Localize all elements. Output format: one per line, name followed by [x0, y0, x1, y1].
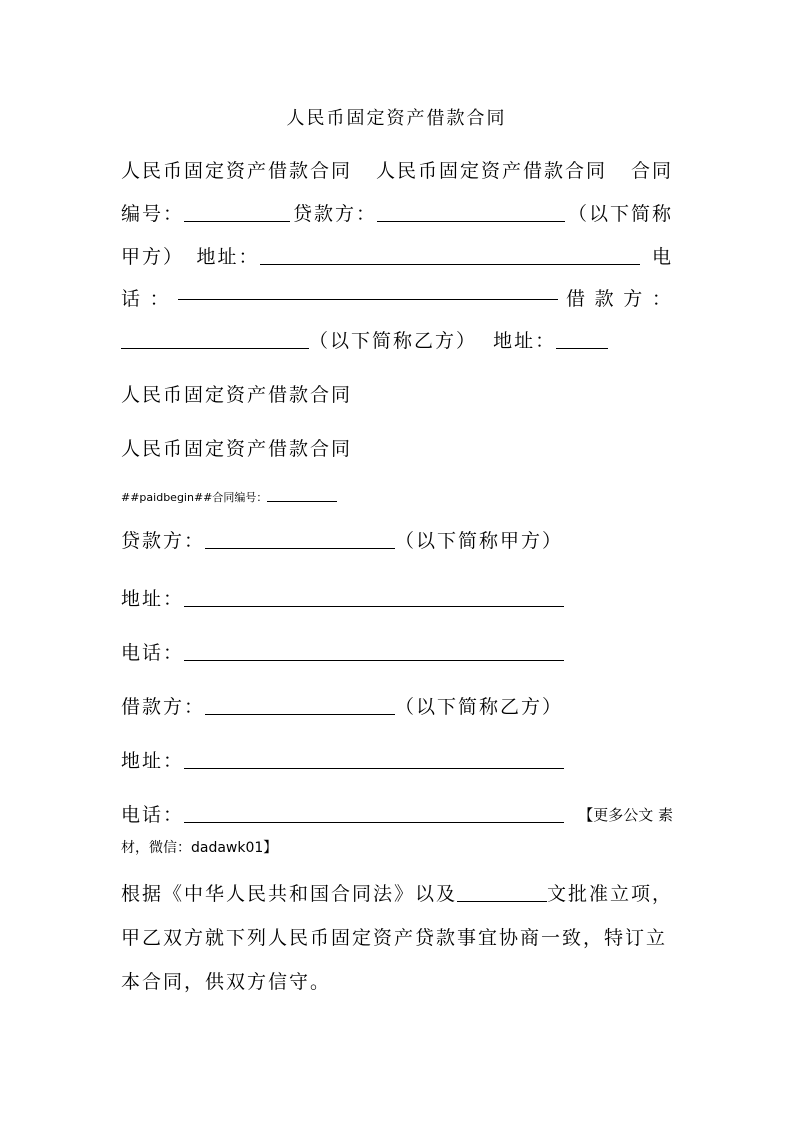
body-line-2: 甲乙双方就下列人民币固定资产贷款事宜协商一致，特订立	[121, 927, 668, 949]
body-paragraph	[121, 872, 681, 1004]
document-title: 人民币固定资产借款合同	[286, 108, 507, 129]
lender-field	[121, 526, 563, 556]
field-suffix: （以下简称乙方）	[395, 696, 564, 718]
header-text: 编号：	[121, 203, 185, 225]
contract-number-blank[interactable]	[184, 220, 290, 222]
contract-number-line	[121, 488, 337, 508]
header-text: 地址：	[493, 330, 557, 352]
repeat-heading-1: 人民币固定资产借款合同	[121, 384, 353, 406]
header-line-5	[121, 326, 608, 356]
lender-blank[interactable]	[205, 547, 395, 549]
field-label: 电话：	[121, 642, 185, 664]
address2-field	[121, 746, 564, 776]
body-text: 文批准立项，	[547, 883, 674, 905]
contract-number-label: ##paidbegin##合同编号：	[121, 491, 268, 504]
phone2-field	[121, 795, 673, 835]
borrower-field	[121, 692, 563, 722]
header-text: 款	[594, 288, 616, 310]
lender-phone-blank[interactable]	[178, 298, 558, 300]
header-text: （以下简称	[567, 203, 673, 225]
field-label: 贷款方：	[121, 530, 206, 552]
contract-number-small-blank[interactable]	[267, 500, 337, 502]
phone1-field	[121, 638, 564, 668]
field-label: 地址：	[121, 588, 185, 610]
promo-note: 【更多公文 素	[578, 806, 673, 824]
field-label: 借款方：	[121, 696, 206, 718]
field-label: 电话：	[121, 804, 185, 826]
header-text: 地址：	[196, 246, 260, 268]
phone2-blank[interactable]	[184, 821, 564, 823]
borrower-name-blank[interactable]	[121, 347, 309, 349]
header-text: 话	[121, 288, 143, 310]
header-line-2	[121, 193, 673, 235]
header-text: ：	[651, 288, 673, 310]
header-text: （以下简称乙方）	[309, 330, 478, 352]
phone1-blank[interactable]	[184, 659, 564, 661]
header-text: 贷款方：	[292, 203, 377, 225]
body-line-1	[121, 872, 681, 916]
address1-blank[interactable]	[184, 605, 564, 607]
field-label: 地址：	[121, 750, 185, 772]
repeat-heading-2: 人民币固定资产借款合同	[121, 438, 353, 460]
promo-note-cont: 材，微信：dadawk01】	[121, 840, 278, 856]
header-text: 合同	[630, 160, 673, 182]
lender-address-blank[interactable]	[260, 263, 640, 265]
header-line-1	[121, 150, 673, 192]
header-text: 人民币固定资产借款合同	[121, 160, 353, 182]
address1-field	[121, 584, 564, 614]
header-line-4	[121, 278, 673, 320]
approval-doc-blank[interactable]	[457, 900, 547, 902]
header-text: 甲方）	[121, 246, 185, 268]
header-line-3	[121, 236, 673, 278]
address2-blank[interactable]	[184, 767, 564, 769]
header-text: 方	[623, 288, 645, 310]
header-text: 借	[565, 288, 587, 310]
header-text: 电	[651, 246, 673, 268]
borrower-address-blank[interactable]	[556, 347, 608, 349]
header-text: ：	[149, 288, 171, 310]
lender-name-blank[interactable]	[377, 220, 565, 222]
header-text: 人民币固定资产借款合同	[375, 160, 607, 182]
field-suffix: （以下简称甲方）	[395, 530, 564, 552]
body-line-3: 本合同，供双方信守。	[121, 971, 332, 993]
borrower-blank[interactable]	[205, 713, 395, 715]
body-text: 根据《中华人民共和国合同法》以及	[121, 883, 458, 905]
